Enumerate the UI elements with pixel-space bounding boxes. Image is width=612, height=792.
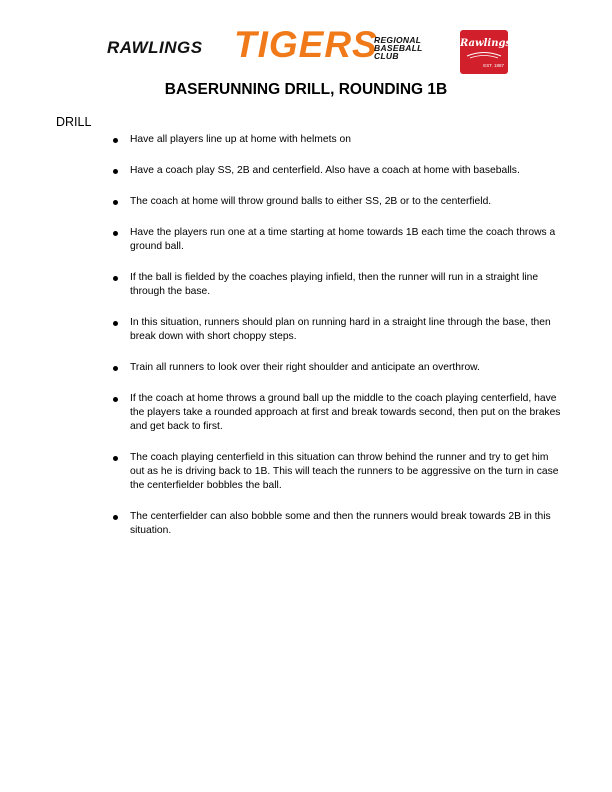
bullet-icon <box>113 276 118 281</box>
list-item <box>112 361 562 375</box>
club-line: BASEBALL <box>374 43 423 53</box>
page-title: BASERUNNING DRILL, ROUNDING 1B <box>164 81 448 98</box>
section-label: DRILL <box>56 115 92 129</box>
list-item <box>112 451 562 493</box>
club-wordmark <box>374 36 423 60</box>
header-logos <box>0 22 612 82</box>
list-item <box>112 271 562 299</box>
list-item <box>112 392 562 434</box>
list-item-text: Have the players run one at a time starting at home towards 1B each time the coach throws a ground ball. <box>130 227 556 252</box>
list-item <box>112 133 562 147</box>
rawlings-logo <box>460 30 512 74</box>
bullet-icon <box>113 515 118 520</box>
list-item-text: If the coach at home throws a ground ball up the middle to the coach playing centerfield, have the players take a rounded approach at first and break towards second, then put on the brakes and get back to first. <box>130 393 561 432</box>
bullet-icon <box>113 456 118 461</box>
drill-list <box>112 133 562 555</box>
list-item <box>112 195 562 209</box>
bullet-icon <box>113 321 118 326</box>
list-item-text: Have all players line up at home with helmets on <box>130 134 351 145</box>
bullet-icon <box>113 200 118 205</box>
list-item-text: The coach at home will throw ground balls to either SS, 2B or to the centerfield. <box>130 196 492 207</box>
rawlings-wordmark: RAWLINGS <box>107 38 203 57</box>
list-item-text: If the ball is fielded by the coaches playing infield, then the runner will run in a straight line through the base. <box>130 272 539 297</box>
logo-swoosh-icon <box>466 50 502 60</box>
list-item <box>112 164 562 178</box>
tigers-wordmark: TIGERS <box>234 24 378 65</box>
list-item-text: In this situation, runners should plan on running hard in a straight line through the base, then break down with short choppy steps. <box>130 317 551 342</box>
bullet-icon <box>113 397 118 402</box>
bullet-icon <box>113 169 118 174</box>
list-item-text: Have a coach play SS, 2B and centerfield. Also have a coach at home with baseballs. <box>130 165 520 176</box>
list-item <box>112 226 562 254</box>
club-line: REGIONAL <box>374 35 422 45</box>
list-item-text: The centerfielder can also bobble some and then the runners would break towards 2B in this situation. <box>130 511 551 536</box>
bullet-icon <box>113 138 118 143</box>
bullet-icon <box>113 231 118 236</box>
club-line: CLUB <box>374 51 399 61</box>
list-item <box>112 316 562 344</box>
bullet-icon <box>113 366 118 371</box>
rawlings-logo-est: EST. 1887 <box>483 63 504 68</box>
list-item-text: Train all runners to look over their right shoulder and anticipate an overthrow. <box>130 362 480 373</box>
list-item-text: The coach playing centerfield in this situation can throw behind the runner and try to get him out as he is driving back to 1B. This will teach the runners to be aggressive on the turn in case the centerfielder bobbles the ball. <box>130 452 559 491</box>
list-item <box>112 510 562 538</box>
rawlings-logo-script: Rawlings <box>460 38 512 49</box>
